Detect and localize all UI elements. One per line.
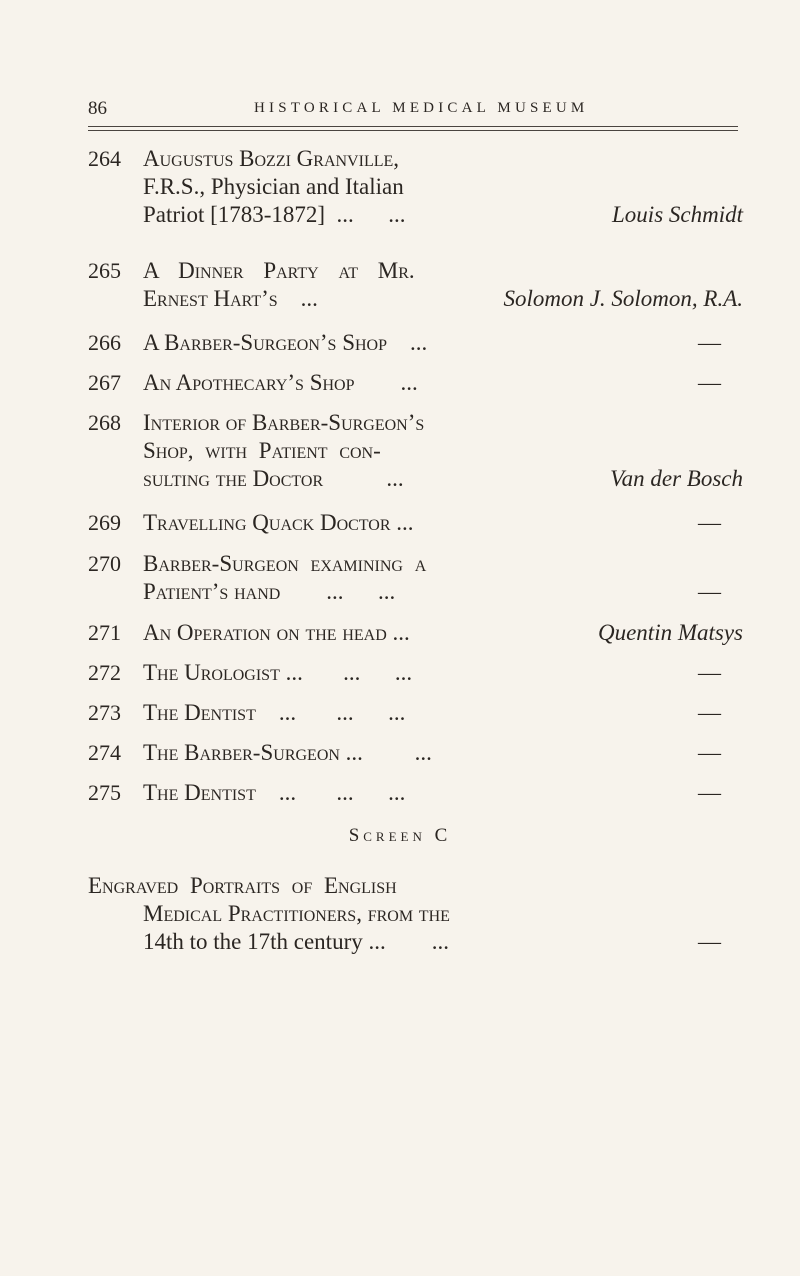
entry-artist: — xyxy=(698,929,721,954)
entry-artist: — xyxy=(698,700,721,725)
entry-title xyxy=(143,779,743,807)
entry-artist: — xyxy=(698,579,721,604)
entry-artist: — xyxy=(698,740,721,765)
entry-line: The Dentist ... ... ... — xyxy=(143,700,721,725)
catalogue-entry xyxy=(88,369,743,409)
entry-artist: — xyxy=(698,660,721,685)
entry-artist: Quentin Matsys xyxy=(597,620,743,645)
entry-number: 275 xyxy=(88,780,121,805)
entry-number: 266 xyxy=(88,330,121,355)
entry-artist: — xyxy=(698,370,721,395)
catalogue-entry xyxy=(88,739,743,779)
entry-artist: — xyxy=(698,510,721,535)
entry-line: Barber-Surgeon examining a xyxy=(143,551,427,576)
catalogue-entries xyxy=(88,145,743,819)
entry-line: The Barber-Surgeon ... ... — xyxy=(143,740,721,765)
screen-entry xyxy=(88,872,743,956)
entry-number: 272 xyxy=(88,660,121,685)
entry-line: The Urologist ... ... ... — xyxy=(143,660,721,685)
entry-number: 274 xyxy=(88,740,121,765)
entry-line: Ernest Hart’s ... Solomon J. Solomon, R.A. xyxy=(143,286,743,311)
catalogue-entry xyxy=(88,329,743,369)
entry-line: Augustus Bozzi Granville, xyxy=(143,146,400,171)
entry-line: Shop, with Patient con- xyxy=(143,438,381,463)
entry-line: Medical Practitioners, from the xyxy=(143,901,450,926)
entry-number: 268 xyxy=(88,410,121,435)
entry-number: 271 xyxy=(88,620,121,645)
entry-number: 270 xyxy=(88,551,121,576)
catalogue-entry xyxy=(88,550,743,619)
entry-artist: — xyxy=(698,330,721,355)
entry-artist: — xyxy=(698,780,721,805)
catalogue-entry xyxy=(88,699,743,739)
entry-line: Patriot [1783-1872] ... ... Louis Schmidt xyxy=(143,202,743,227)
entry-title xyxy=(143,619,743,647)
running-title: HISTORICAL MEDICAL MUSEUM xyxy=(254,100,589,116)
entry-line: Travelling Quack Doctor ... — xyxy=(143,510,721,535)
entry-line: sulting the Doctor ... Van der Bosch xyxy=(143,466,743,491)
catalogue-entry xyxy=(88,509,743,550)
entry-title xyxy=(143,659,743,687)
section-heading: Screen C xyxy=(348,825,452,846)
entry-line: The Dentist ... ... ... — xyxy=(143,780,721,805)
entry-title xyxy=(143,509,743,537)
entry-line: An Apothecary’s Shop ... — xyxy=(143,370,721,395)
entry-artist: Louis Schmidt xyxy=(612,202,743,227)
entry-line: An Operation on the head ... Quentin Matsys xyxy=(143,620,743,645)
entry-number: 264 xyxy=(88,146,121,171)
catalogue-entry xyxy=(88,257,743,329)
header-rule-bottom xyxy=(88,130,738,131)
entry-title xyxy=(143,369,743,397)
entry-artist: Van der Bosch xyxy=(610,466,743,491)
entry-title xyxy=(143,699,743,727)
entry-line: Patient’s hand ... ... — xyxy=(143,579,721,604)
page-header xyxy=(88,98,738,120)
entry-line: Interior of Barber-Surgeon’s xyxy=(143,410,425,435)
entry-title xyxy=(143,329,743,357)
entry-line: F.R.S., Physician and Italian xyxy=(143,174,404,199)
catalogue-entry xyxy=(88,619,743,659)
catalogue-entry xyxy=(88,659,743,699)
entry-number: 273 xyxy=(88,700,121,725)
entry-artist: Solomon J. Solomon, R.A. xyxy=(503,286,743,311)
header-rule-top xyxy=(88,126,738,127)
entry-title xyxy=(143,739,743,767)
entry-title xyxy=(143,550,743,606)
catalogue-entry xyxy=(88,145,743,257)
entry-line: A Barber-Surgeon’s Shop ... — xyxy=(143,330,721,355)
catalogue-entry xyxy=(88,409,743,509)
entry-title xyxy=(143,409,743,493)
entry-title xyxy=(143,257,743,313)
catalogue-entry xyxy=(88,779,743,819)
entry-number: 269 xyxy=(88,510,121,535)
page-number: 86 xyxy=(88,98,107,119)
entry-line: Engraved Portraits of English xyxy=(88,873,397,898)
entry-title xyxy=(143,145,743,229)
entry-line: A Dinner Party at Mr. xyxy=(143,258,415,283)
entry-number: 267 xyxy=(88,370,121,395)
entry-number: 265 xyxy=(88,258,121,283)
entry-line: 14th to the 17th century ... ... — xyxy=(143,929,721,954)
